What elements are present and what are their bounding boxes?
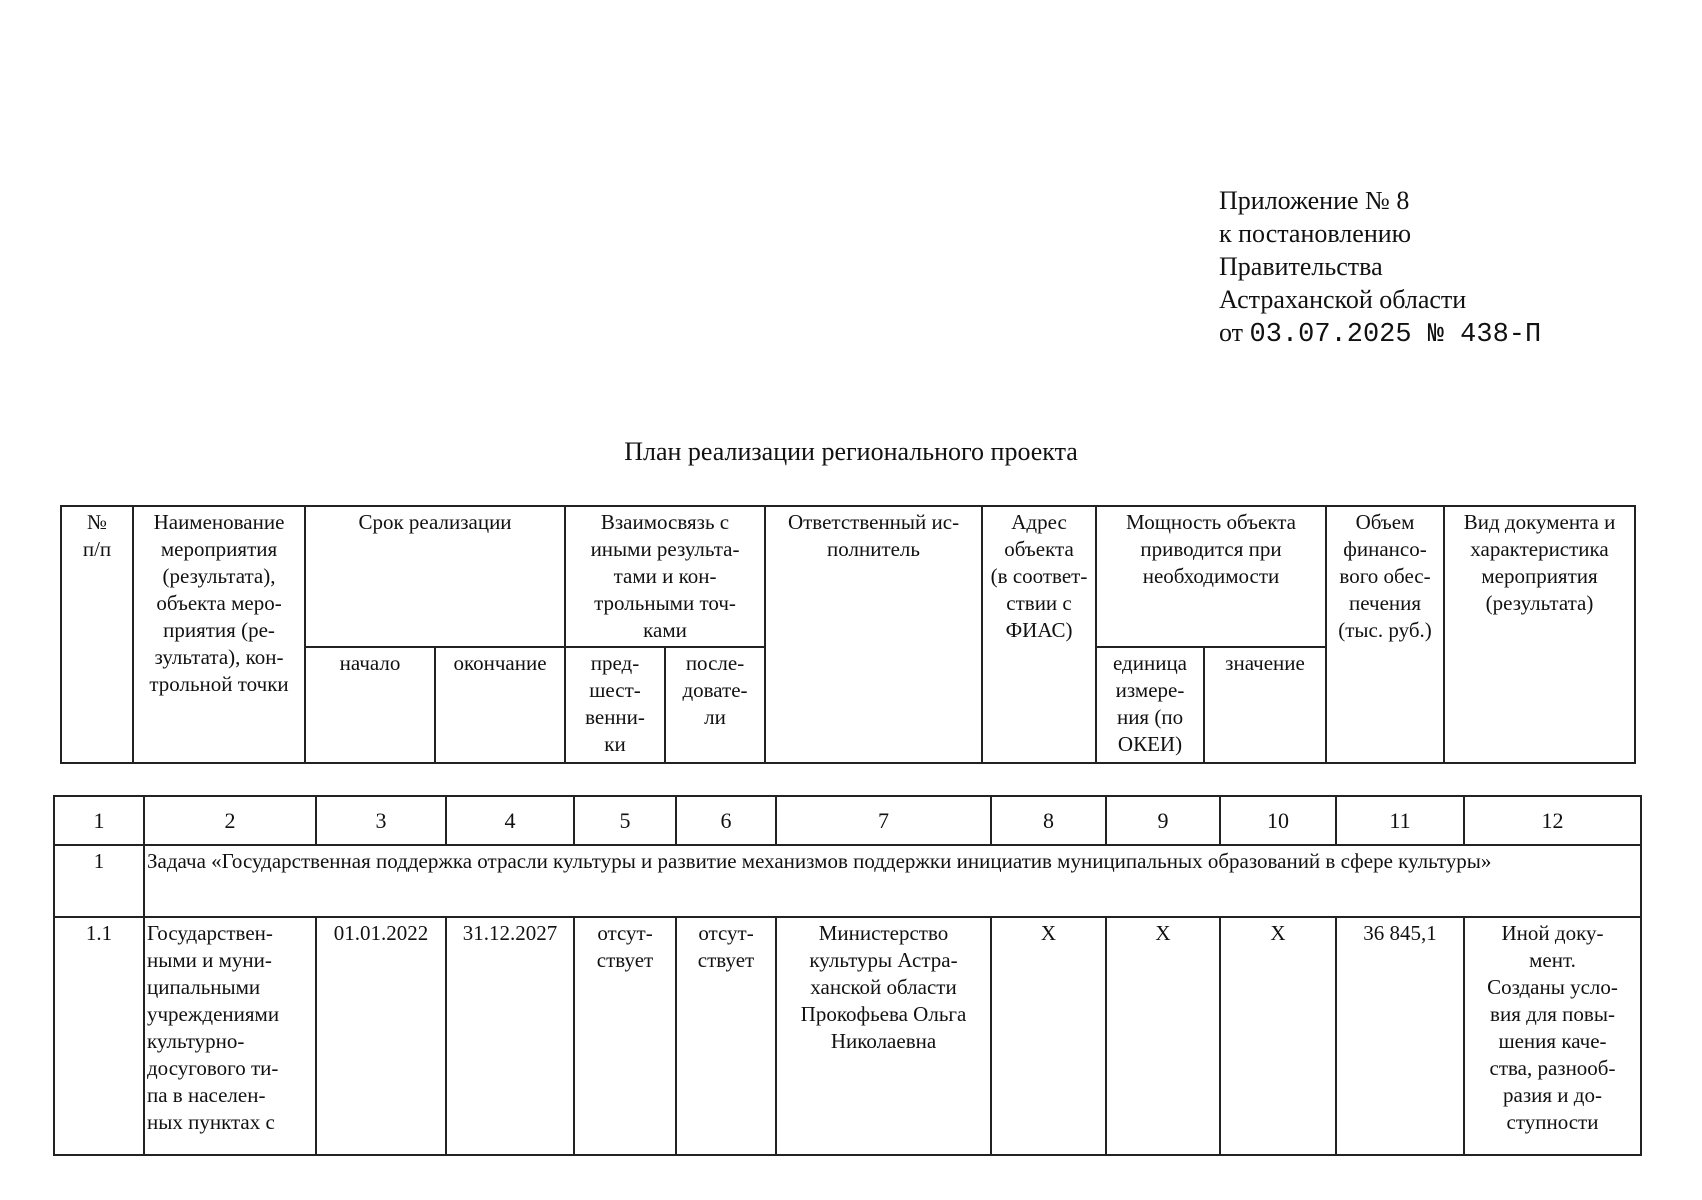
item-prev: отсут- ствует <box>574 917 676 1155</box>
table-row <box>54 917 1641 1155</box>
header-capacity: Мощность объекта приводится при необходимости <box>1096 506 1326 647</box>
column-number: 9 <box>1106 796 1220 845</box>
column-number: 7 <box>776 796 991 845</box>
appendix-line-2: к постановлению <box>1219 219 1412 248</box>
column-number: 8 <box>991 796 1106 845</box>
appendix-date-number: 03.07.2025 № 438-П <box>1249 320 1542 350</box>
item-finance: 36 845,1 <box>1336 917 1464 1155</box>
task-text: Задача «Государственная поддержка отрасли культуры и развитие механизмов поддержки инициатив муниципальных образований в сфере культуры» <box>147 849 1492 873</box>
appendix-line-3: Правительства <box>1219 252 1383 281</box>
item-address: Х <box>991 917 1106 1155</box>
header-term: Срок реализации <box>305 506 565 647</box>
document-title: План реализации регионального проекта <box>624 437 1078 466</box>
header-table <box>60 505 1636 764</box>
appendix-date-line <box>1219 316 1541 352</box>
header-finance: Объем финансо- вого обес- печения (тыс. руб.) <box>1326 506 1444 763</box>
column-number-row <box>54 796 1641 845</box>
column-number: 12 <box>1464 796 1641 845</box>
body-table <box>53 795 1642 1156</box>
header-num: № п/п <box>61 506 133 763</box>
header-term-start: начало <box>305 647 435 763</box>
header-address: Адрес объекта (в соответ- ствии с ФИАС) <box>982 506 1096 763</box>
item-value: Х <box>1220 917 1336 1155</box>
task-cell <box>144 845 1641 917</box>
header-relation-prev: пред- шест- венни- ки <box>565 647 665 763</box>
task-num: 1 <box>54 845 144 917</box>
column-number: 11 <box>1336 796 1464 845</box>
column-number: 5 <box>574 796 676 845</box>
item-unit: Х <box>1106 917 1220 1155</box>
appendix-block <box>1219 184 1541 352</box>
header-relation: Взаимосвязь с иными результа- тами и кон- трольными точ- ками <box>565 506 765 647</box>
item-start: 01.01.2022 <box>316 917 446 1155</box>
task-row <box>54 845 1641 917</box>
column-number: 3 <box>316 796 446 845</box>
item-executor: Министерство культуры Астра- ханской области Прокофьева Ольга Николаевна <box>776 917 991 1155</box>
header-capacity-value: значение <box>1204 647 1326 763</box>
header-capacity-unit: единица измере- ния (по ОКЕИ) <box>1096 647 1204 763</box>
appendix-line-4: Астраханской области <box>1219 285 1467 314</box>
item-name: Государствен- ными и муни- ципальными учреждениями культурно- досугового ти- па в населен- ных пунктах с <box>144 917 316 1155</box>
appendix-date-prefix: от <box>1219 318 1244 347</box>
column-number: 10 <box>1220 796 1336 845</box>
column-number: 1 <box>54 796 144 845</box>
column-number: 4 <box>446 796 574 845</box>
header-name: Наименование мероприятия (результата), объекта меро- приятия (ре- зультата), кон- трольной точки <box>133 506 305 763</box>
column-number: 6 <box>676 796 776 845</box>
header-doc-type: Вид документа и характеристика мероприятия (результата) <box>1444 506 1635 763</box>
item-num: 1.1 <box>54 917 144 1155</box>
item-end: 31.12.2027 <box>446 917 574 1155</box>
header-term-end: окончание <box>435 647 565 763</box>
column-number: 2 <box>144 796 316 845</box>
item-next: отсут- ствует <box>676 917 776 1155</box>
header-relation-next: после- довате- ли <box>665 647 765 763</box>
appendix-line-1: Приложение № 8 <box>1219 186 1410 215</box>
header-executor: Ответственный ис- полнитель <box>765 506 982 763</box>
item-doc-type: Иной доку- мент. Созданы усло- вия для повы- шения каче- ства, разнооб- разия и до- ступности <box>1464 917 1641 1155</box>
